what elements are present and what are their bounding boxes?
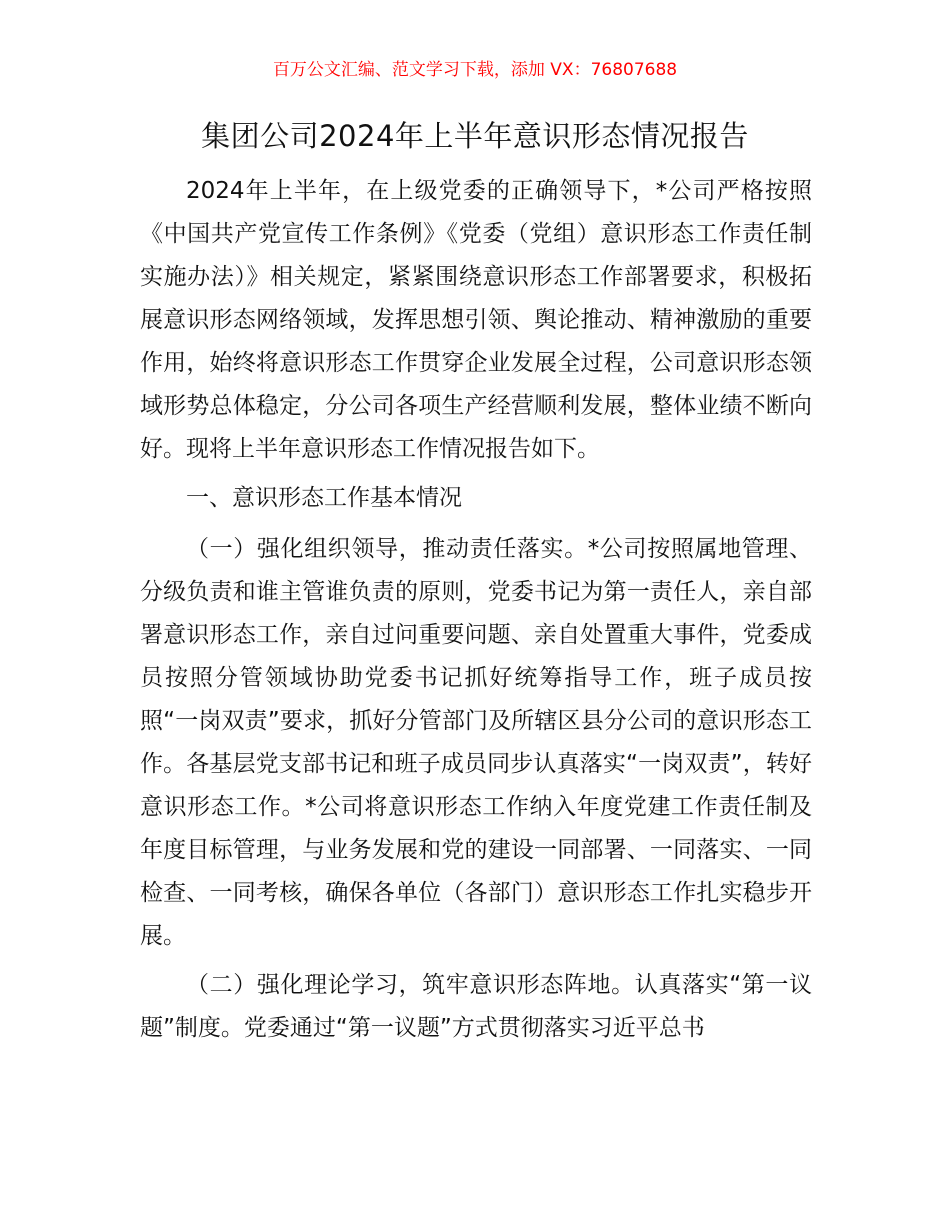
paragraph-item-1: （一）强化组织领导，推动责任落实。*公司按照属地管理、分级负责和谁主管谁负责的原则，党委书记为第一责任人，亲自部署意识形态工作，亲自过问重要问题、亲自处置重大事件，党委成员按照分管领域协助党委书记抓好统筹指导工作，班子成员按照“一岗双责”要求，抓好分管部门及所辖区县分公司的意识形态工作。各基层党支部书记和班子成员同步认真落实“一岗双责”，转好意识形态工作。*公司将意识形态工作纳入年度党建工作责任制及年度目标管理，与业务发展和党的建设一同部署、一同落实、一同检查、一同考核，确保各单位（各部门）意识形态工作扎实稳步开展。 [140,536,812,949]
paragraph-item-2: （二）强化理论学习，筑牢意识形态阵地。认真落实“第一议题”制度。党委通过“第一议题”方式贯彻落实习近平总书 [140,972,812,1041]
watermark-text: 百万公文汇编、范文学习下载，添加 VX：76807688 [272,60,678,80]
document-title: 集团公司2024年上半年意识形态情况报告 [201,119,749,153]
section-heading: 一、意识形态工作基本情况 [186,485,462,511]
intro-paragraph: 2024年上半年，在上级党委的正确领导下，*公司严格按照《中国共产党宣传工作条例》《党委（党组）意识形态工作责任制实施办法）》相关规定，紧紧围绕意识形态工作部署要求，积极拓展意识形态网络领域，发挥思想引领、舆论推动、精神激励的重要作用，始终将意识形态工作贯穿企业发展全过程，公司意识形态领域形势总体稳定，分公司各项生产经营顺利发展，整体业绩不断向好。现将上半年意识形态工作情况报告如下。 [140,178,812,462]
document-body [140,170,812,1056]
